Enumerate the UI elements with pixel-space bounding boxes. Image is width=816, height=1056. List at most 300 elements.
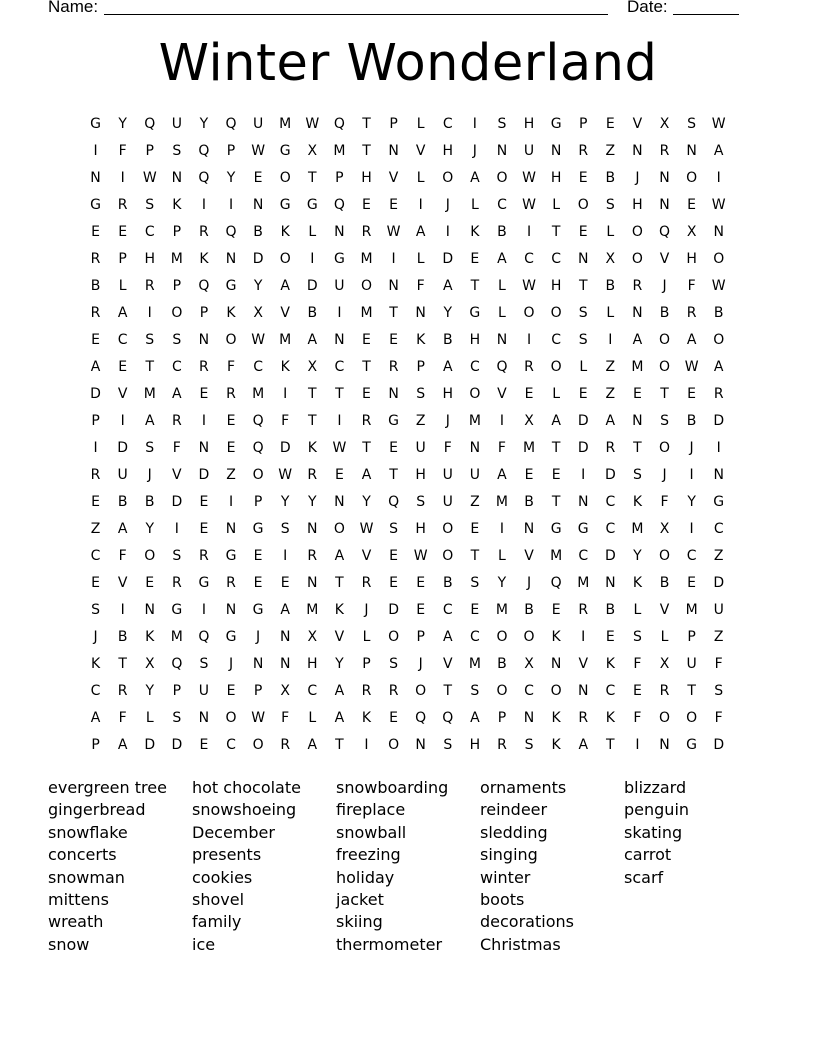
grid-letter: A [361, 466, 372, 483]
grid-letter: T [362, 358, 371, 375]
grid-letter: Y [633, 547, 642, 564]
grid-letter: A [415, 223, 426, 240]
grid-letter: P [335, 169, 344, 186]
grid-letter: M [577, 574, 590, 591]
grid-letter: B [442, 331, 453, 348]
grid-letter: S [416, 385, 426, 402]
grid-letter: N [171, 169, 183, 186]
grid-letter: E [687, 196, 697, 213]
grid-letter: N [279, 628, 291, 645]
grid-letter: S [443, 736, 453, 753]
name-blank-line [104, 14, 608, 15]
grid-letter: C [144, 223, 155, 240]
grid-letter: F [633, 655, 642, 672]
grid-letter: T [335, 385, 344, 402]
grid-letter: W [251, 331, 266, 348]
grid-letter: T [551, 493, 561, 510]
grid-letter: H [442, 142, 454, 159]
grid-letter: E [389, 574, 398, 591]
grid-letter: J [662, 277, 667, 294]
grid-letter: L [308, 223, 317, 240]
grid-letter: N [577, 682, 589, 699]
grid-letter: O [442, 520, 454, 537]
word-bank-item: mittens [48, 889, 109, 909]
grid-letter: W [251, 709, 266, 726]
grid-letter: C [524, 682, 534, 699]
grid-letter: S [91, 601, 100, 618]
grid-letter: G [388, 412, 399, 429]
grid-letter: I [689, 466, 694, 483]
grid-letter: S [497, 115, 507, 132]
grid-letter: Y [362, 493, 371, 510]
grid-letter: C [578, 547, 589, 564]
grid-letter: U [713, 601, 724, 618]
grid-letter: A [551, 412, 561, 429]
word-bank-item: snowflake [48, 822, 128, 842]
grid-letter: V [280, 304, 290, 321]
word-bank-item: singing [480, 845, 538, 865]
grid-letter: N [686, 142, 697, 159]
grid-letter: L [498, 547, 506, 564]
grid-letter: E [605, 115, 615, 132]
grid-letter: W [386, 223, 401, 240]
grid-letter: L [606, 223, 615, 240]
grid-letter: L [498, 277, 506, 294]
grid-letter: N [577, 493, 589, 510]
grid-letter: M [631, 520, 644, 537]
grid-letter: F [226, 358, 236, 375]
grid-letter: A [117, 304, 128, 321]
grid-letter: R [361, 223, 372, 240]
word-bank-item: scarf [624, 867, 664, 887]
grid-letter: N [659, 196, 670, 213]
grid-letter: W [413, 547, 428, 564]
grid-letter: W [711, 277, 726, 294]
grid-letter: N [523, 709, 535, 726]
word-bank-item: winter [480, 867, 531, 887]
grid-letter: O [144, 547, 156, 564]
grid-letter: Y [226, 169, 236, 186]
grid-letter: A [578, 736, 589, 753]
grid-letter: E [687, 574, 697, 591]
grid-letter: Q [252, 439, 264, 456]
grid-letter: K [90, 655, 101, 672]
grid-letter: I [310, 250, 315, 267]
grid-letter: Q [225, 115, 237, 132]
grid-letter: B [144, 493, 155, 510]
grid-letter: D [713, 736, 725, 753]
grid-letter: Q [659, 223, 671, 240]
grid-letter: N [550, 655, 562, 672]
grid-letter: I [499, 412, 505, 429]
grid-letter: V [388, 169, 399, 186]
grid-letter: Q [198, 277, 210, 294]
word-bank-item: presents [192, 845, 262, 865]
grid-letter: H [469, 736, 481, 753]
grid-letter: Z [713, 628, 724, 645]
grid-letter: O [713, 250, 725, 267]
grid-letter: T [606, 736, 615, 753]
grid-letter: I [337, 304, 342, 321]
grid-letter: J [526, 574, 532, 591]
grid-letter: K [145, 628, 155, 645]
grid-letter: N [632, 142, 643, 159]
grid-letter: K [551, 736, 561, 753]
grid-letter: P [91, 412, 100, 429]
grid-letter: I [445, 223, 450, 240]
grid-letter: H [550, 277, 562, 294]
grid-letter: A [470, 709, 480, 726]
grid-letter: S [632, 466, 642, 483]
grid-letter: O [659, 439, 671, 456]
grid-letter: A [307, 736, 318, 753]
grid-letter: K [470, 223, 480, 240]
word-bank-item: snowman [48, 867, 125, 887]
grid-letter: D [279, 439, 291, 456]
grid-letter: B [605, 277, 616, 294]
grid-letter: N [225, 520, 237, 537]
grid-letter: W [522, 169, 536, 186]
grid-letter: E [632, 385, 642, 402]
grid-letter: H [307, 655, 318, 672]
grid-letter: R [90, 304, 101, 321]
grid-letter: H [415, 466, 426, 483]
grid-letter: E [551, 601, 561, 618]
grid-letter: O [388, 628, 400, 645]
grid-letter: S [389, 520, 399, 537]
grid-letter: H [469, 331, 481, 348]
grid-letter: E [578, 385, 588, 402]
grid-letter: N [577, 250, 589, 267]
grid-letter: W [711, 196, 726, 213]
grid-letter: Q [550, 574, 562, 591]
grid-letter: R [659, 142, 670, 159]
grid-letter: K [172, 196, 182, 213]
grid-letter: N [713, 466, 724, 483]
grid-letter: W [278, 466, 293, 483]
grid-letter: P [118, 250, 127, 267]
grid-letter: H [361, 169, 372, 186]
grid-letter: N [388, 385, 399, 402]
grid-letter: B [497, 223, 507, 240]
grid-letter: J [472, 142, 477, 159]
grid-letter: A [307, 331, 318, 348]
grid-letter: T [470, 547, 480, 564]
grid-letter: R [280, 736, 291, 753]
grid-letter: N [659, 169, 670, 186]
grid-letter: C [469, 628, 480, 645]
grid-letter: S [416, 493, 426, 510]
grid-letter: I [120, 412, 125, 429]
grid-letter: A [470, 169, 480, 186]
grid-letter: I [93, 142, 98, 159]
grid-letter: T [362, 115, 371, 132]
word-bank-item: boots [480, 889, 525, 909]
grid-letter: V [334, 628, 345, 645]
grid-letter: D [577, 439, 589, 456]
word-bank-item: Christmas [480, 934, 561, 954]
grid-letter: W [711, 115, 726, 132]
grid-letter: L [552, 196, 561, 213]
grid-letter: O [523, 628, 535, 645]
grid-letter: O [496, 169, 508, 186]
grid-letter: F [497, 439, 506, 456]
grid-letter: T [633, 439, 642, 456]
grid-letter: K [416, 331, 426, 348]
grid-letter: G [90, 115, 101, 132]
grid-letter: J [662, 466, 667, 483]
grid-letter: O [550, 358, 562, 375]
grid-letter: L [470, 196, 479, 213]
grid-letter: I [337, 412, 342, 429]
word-bank-item: sledding [480, 822, 548, 842]
grid-letter: V [442, 655, 453, 672]
grid-letter: W [332, 439, 347, 456]
grid-letter: O [550, 304, 562, 321]
grid-letter: E [91, 493, 100, 510]
grid-letter: A [442, 628, 453, 645]
grid-letter: E [389, 547, 398, 564]
grid-letter: Z [226, 466, 236, 483]
grid-letter: R [659, 682, 670, 699]
grid-letter: E [226, 682, 236, 699]
grid-letter: M [631, 358, 644, 375]
grid-letter: G [306, 196, 318, 213]
grid-letter: R [388, 682, 399, 699]
grid-letter: Q [252, 412, 264, 429]
grid-letter: Y [145, 520, 155, 537]
grid-letter: E [524, 385, 534, 402]
grid-letter: F [714, 655, 723, 672]
grid-letter: G [279, 142, 291, 159]
grid-letter: C [551, 250, 562, 267]
grid-letter: A [713, 142, 724, 159]
grid-letter: G [252, 601, 264, 618]
word-bank-item: evergreen tree [48, 778, 167, 797]
grid-letter: O [442, 547, 454, 564]
grid-letter: E [145, 574, 155, 591]
grid-letter: K [551, 709, 561, 726]
grid-letter: R [307, 547, 318, 564]
grid-letter: O [686, 169, 698, 186]
grid-letter: T [335, 736, 344, 753]
grid-letter: Y [335, 655, 344, 672]
grid-letter: R [497, 736, 507, 753]
grid-letter: W [522, 196, 536, 213]
grid-letter: R [171, 574, 182, 591]
word-bank-item: snowball [336, 822, 407, 842]
grid-letter: A [334, 682, 345, 699]
grid-letter: I [581, 466, 586, 483]
grid-letter: X [524, 412, 534, 429]
grid-letter: B [442, 574, 453, 591]
grid-letter: P [172, 277, 182, 294]
grid-letter: M [685, 601, 698, 618]
grid-letter: N [496, 331, 508, 348]
grid-letter: E [253, 547, 263, 564]
grid-letter: L [633, 601, 642, 618]
grid-letter: X [307, 628, 318, 645]
grid-letter: F [281, 709, 290, 726]
grid-letter: R [524, 358, 534, 375]
grid-letter: R [90, 250, 101, 267]
grid-letter: U [252, 115, 264, 132]
grid-letter: L [416, 169, 425, 186]
grid-letter: B [117, 628, 128, 645]
grid-letter: A [144, 412, 155, 429]
grid-letter: E [389, 709, 398, 726]
grid-letter: E [389, 196, 398, 213]
grid-letter: J [228, 655, 234, 672]
grid-letter: L [579, 358, 588, 375]
grid-letter: R [199, 547, 209, 564]
grid-letter: E [91, 331, 100, 348]
grid-letter: P [389, 115, 398, 132]
grid-letter: O [659, 547, 671, 564]
grid-letter: T [308, 385, 317, 402]
grid-letter: X [253, 304, 263, 321]
word-bank-item: family [192, 912, 242, 932]
grid-letter: S [172, 331, 182, 348]
word-bank-item: hot chocolate [192, 778, 301, 797]
grid-letter: B [307, 304, 318, 321]
grid-letter: N [307, 520, 318, 537]
grid-letter: D [713, 574, 725, 591]
grid-letter: I [201, 412, 206, 429]
grid-letter: C [307, 682, 318, 699]
word-bank-item: ice [192, 934, 216, 954]
grid-letter: R [361, 412, 372, 429]
grid-letter: O [469, 385, 481, 402]
grid-letter: S [578, 304, 588, 321]
grid-letter: E [605, 628, 615, 645]
grid-letter: X [307, 358, 318, 375]
grid-letter: O [686, 709, 698, 726]
grid-letter: O [550, 682, 562, 699]
grid-letter: R [90, 466, 101, 483]
grid-letter: M [495, 493, 508, 510]
grid-letter: G [469, 304, 481, 321]
grid-letter: C [605, 682, 616, 699]
grid-letter: A [632, 331, 643, 348]
grid-letter: I [120, 601, 125, 618]
grid-letter: I [201, 601, 206, 618]
grid-letter: D [144, 736, 156, 753]
grid-letter: R [226, 574, 236, 591]
grid-letter: I [526, 223, 532, 240]
word-bank-item: concerts [48, 845, 117, 865]
grid-letter: Q [496, 358, 508, 375]
grid-letter: F [687, 277, 696, 294]
grid-letter: R [144, 277, 155, 294]
grid-letter: Q [198, 142, 210, 159]
grid-letter: K [632, 493, 643, 510]
grid-letter: C [171, 358, 182, 375]
grid-letter: U [198, 682, 210, 699]
grid-letter: M [360, 250, 373, 267]
word-bank-item: gingerbread [48, 800, 146, 820]
grid-letter: Q [442, 709, 454, 726]
grid-letter: A [280, 277, 290, 294]
grid-letter: O [496, 682, 508, 699]
grid-letter: U [523, 142, 535, 159]
grid-letter: M [170, 250, 183, 267]
grid-letter: G [198, 574, 210, 591]
grid-letter: H [686, 250, 697, 267]
grid-letter: O [225, 709, 237, 726]
grid-letter: X [307, 142, 318, 159]
grid-letter: A [334, 547, 345, 564]
grid-letter: S [172, 709, 182, 726]
grid-letter: U [334, 277, 345, 294]
grid-letter: V [497, 385, 507, 402]
word-bank-item: snow [48, 934, 90, 954]
grid-letter: S [605, 196, 615, 213]
grid-letter: W [522, 277, 536, 294]
grid-letter: E [362, 385, 371, 402]
grid-letter: S [199, 655, 209, 672]
grid-letter: N [198, 331, 210, 348]
grid-letter: L [660, 628, 669, 645]
grid-letter: T [335, 574, 344, 591]
grid-letter: I [147, 304, 152, 321]
grid-letter: F [714, 709, 723, 726]
grid-letter: V [117, 574, 128, 591]
grid-letter: E [687, 385, 697, 402]
grid-letter: D [442, 250, 454, 267]
grid-letter: I [174, 520, 179, 537]
grid-letter: E [551, 466, 561, 483]
grid-letter: E [118, 358, 128, 375]
grid-letter: T [470, 277, 480, 294]
grid-letter: B [524, 601, 534, 618]
grid-letter: L [498, 304, 506, 321]
grid-letter: O [388, 736, 400, 753]
grid-letter: S [660, 412, 669, 429]
grid-letter: C [551, 331, 562, 348]
grid-letter: V [659, 250, 670, 267]
grid-letter: R [226, 385, 236, 402]
word-bank-item: freezing [336, 845, 401, 865]
grid-letter: P [145, 142, 154, 159]
grid-letter: S [280, 520, 290, 537]
grid-letter: P [362, 655, 371, 672]
grid-letter: P [199, 304, 209, 321]
grid-letter: U [469, 466, 480, 483]
grid-letter: A [497, 466, 507, 483]
grid-letter: T [551, 223, 561, 240]
grid-letter: K [307, 439, 317, 456]
grid-letter: C [524, 250, 534, 267]
grid-letter: I [526, 331, 532, 348]
grid-letter: A [442, 277, 453, 294]
grid-letter: C [90, 682, 101, 699]
grid-letter: P [172, 682, 182, 699]
grid-letter: T [443, 682, 453, 699]
grid-letter: E [334, 466, 344, 483]
grid-letter: C [253, 358, 263, 375]
grid-letter: D [577, 412, 589, 429]
grid-letter: Q [415, 709, 427, 726]
grid-letter: R [361, 574, 372, 591]
grid-letter: B [117, 493, 128, 510]
grid-letter: M [252, 385, 265, 402]
grid-letter: N [198, 709, 210, 726]
grid-letter: V [415, 142, 426, 159]
grid-letter: A [686, 331, 697, 348]
grid-letter: O [360, 277, 372, 294]
grid-letter: M [550, 547, 563, 564]
